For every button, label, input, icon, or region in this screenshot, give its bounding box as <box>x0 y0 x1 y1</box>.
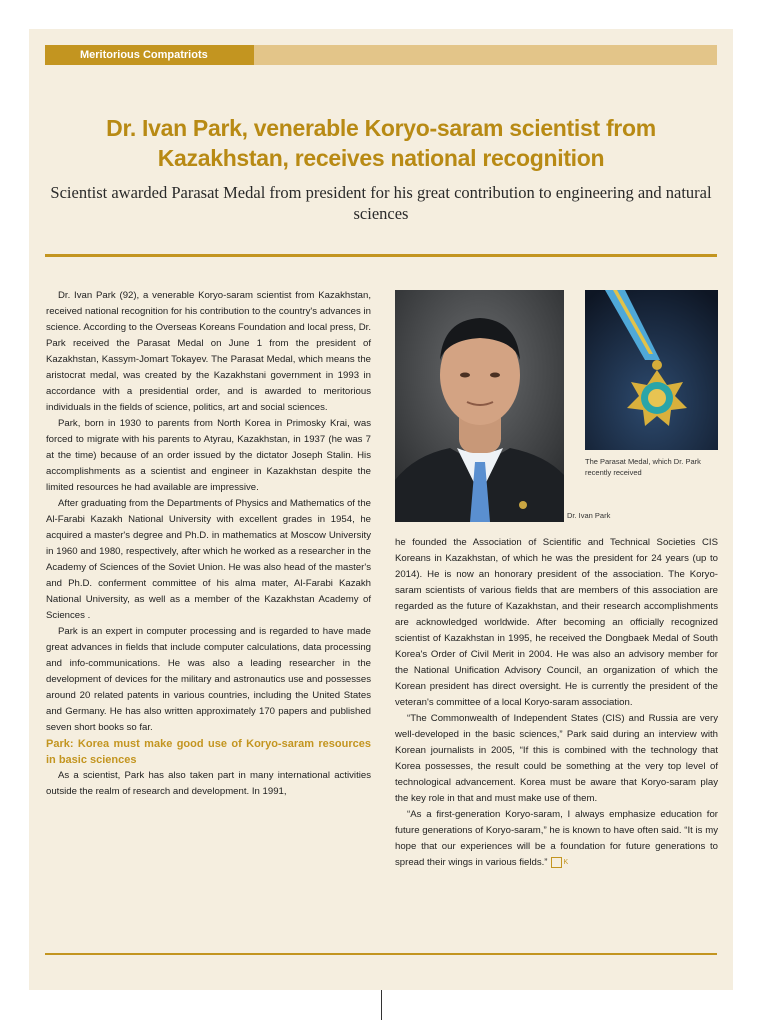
medal-photo <box>585 290 718 450</box>
portrait-photo <box>395 290 564 522</box>
left-column <box>46 288 371 800</box>
paragraph: Dr. Ivan Park (92), a venerable Koryo-saram scientist from Kazakhstan, received national recognition for his contribution to the country's advances in science. According to the Overseas Koreans Foundation and local press, Dr. Park received the Parasat Medal on June 1 from the president of Kazakhstan, Kassym-Jomart Tokayev. The Parasat Medal, which means the aristocrat medal, was created by the Kazakhstani government in 1993 in accordance with a presidential order, and is awarded to meritorious individuals in the fields of science, politics, art and social sciences. <box>46 290 371 413</box>
portrait-caption: Dr. Ivan Park <box>567 511 611 520</box>
section-subheading: Park: Korea must make good use of Koryo-saram resources in basic sciences <box>46 738 371 766</box>
top-rule <box>45 254 717 257</box>
paragraph: As a scientist, Park has also taken part in many international activities outside the realm of research and development. In 1991, <box>46 770 371 797</box>
medal-illustration <box>585 290 718 450</box>
portrait-illustration <box>395 290 564 522</box>
section-label: Meritorious Compatriots <box>45 45 254 65</box>
paragraph: Park, born in 1930 to parents from North Korea in Primosky Krai, was forced to migrate with his parents to Atyrau, Kazakhstan, in 1937 (he was 7 at the time) because of an order issued by the dictator Joseph Stalin. His accomplishments as a scientist and engineer in Kazakhstan despite the limited resources he had available are impressive. <box>46 418 371 493</box>
right-column <box>395 535 718 871</box>
article-title: Dr. Ivan Park, venerable Koryo-saram scientist from Kazakhstan, receives national recognition <box>106 115 656 171</box>
paragraph: After graduating from the Departments of Physics and Mathematics of the Al-Farabi Kazakh National University with excellent grades in 1954, he acquired a master's degree and Ph.D. in mathematics at Moscow University in 1960 and 1980, respectively, after which he worked as a researcher in the Academy of Sciences of the Soviet Union. He was also head of the master's and Ph.D. conferment committee of his alma mater, Al-Farabi Kazakh National University, as well as a member of the Kazakhstan Academy of Sciences . <box>46 498 371 621</box>
paragraph-final <box>395 807 718 871</box>
paragraph: “The Commonwealth of Independent States (CIS) and Russia are very well-developed in the basic sciences,” Park said during an interview with Korean journalists in 2005, “If this is combined with the technology that Korea possesses, the result could be something at the very top level of technological advancement. Korea must be aware that Koryo-saram play the key role in that and must make use of them. <box>395 713 718 804</box>
page-gutter-line <box>381 990 382 1020</box>
medal-caption: The Parasat Medal, which Dr. Park recently received <box>585 457 701 477</box>
paragraph: he founded the Association of Scientific and Technical Societies CIS Koreans in Kazakhstan, of which he was the president for 24 years (up to 2014). He is now an honorary president of the association. The Koryo-saram scientists of various fields that are members of this association are regarded as the future of Kazakhstan, and their research accomplishments are acknowledged worldwide. After becoming an officially recognized scientist of Kazakhstan in 1995, he received the Dongbaek Medal of South Korea's Order of Civil Merit in 2004. He was also an advisory member for the National Unification Advisory Council, an organization of which the Korean president has direct oversight. He is currently the president of the veteran's committee of a local Koryo-saram association. <box>395 537 718 708</box>
section-bar <box>45 45 717 65</box>
paragraph-text: “As a first-generation Koryo-saram, I always emphasize education for future generations of Koryo-saram,” he is known to have often said. “It is my hope that our experiences will be a foundation for future generations to spread their wings in various fields.” <box>395 809 718 868</box>
magazine-page <box>29 29 733 990</box>
paragraph: Park is an expert in computer processing and is regarded to have made great advances in fields that include computer calculations, data processing and info-communications. He was also a leading researcher in the development of devices for the military and astronautics use and possesses around 20 related patents in various countries, including the United States and Germany. He has also written approximately 170 papers and published seven short books so far. <box>46 626 371 733</box>
end-mark-icon: K <box>551 857 562 868</box>
bottom-rule <box>45 953 717 955</box>
article-subtitle: Scientist awarded Parasat Medal from president for his great contribution to engineering and natural sciences <box>50 183 712 223</box>
